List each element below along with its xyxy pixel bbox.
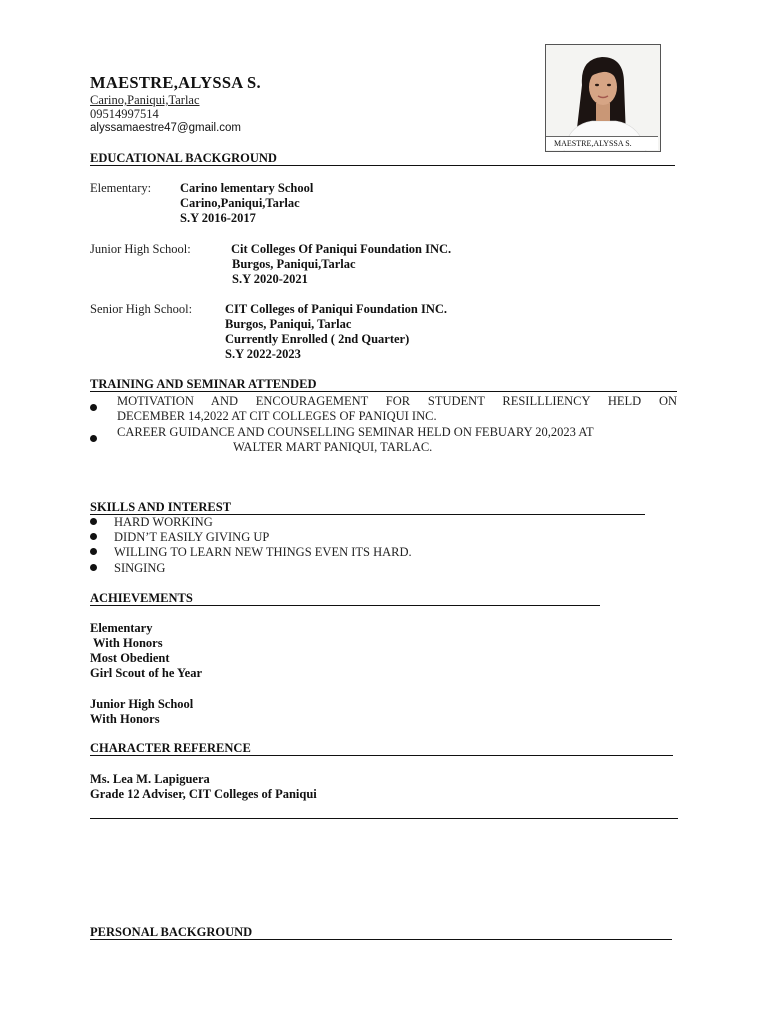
skill-item: WILLING TO LEARN NEW THINGS EVEN ITS HARD. xyxy=(90,545,412,560)
achievement-item: Most Obedient xyxy=(90,651,170,665)
photo-caption: MAESTRE,ALYSSA S. xyxy=(546,136,658,150)
skill-item: HARD WORKING xyxy=(90,515,213,530)
reference-end-divider xyxy=(90,818,678,819)
training-item-2-line1: CAREER GUIDANCE AND COUNSELLING SEMINAR HELD ON FEBUARY 20,2023 AT xyxy=(117,425,594,439)
applicant-email: alyssamaestre47@gmail.com xyxy=(90,122,242,134)
reference-name: Ms. Lea M. Lapiguera xyxy=(90,772,210,786)
skill-item: DIDN’T EASILY GIVING UP xyxy=(90,530,269,545)
bullet-icon xyxy=(90,564,97,571)
training-item-1-line1: MOTIVATION AND ENCOURAGEMENT FOR STUDENT RESILLLIENCY HELD ON xyxy=(117,394,677,408)
junior-high-label: Junior High School: xyxy=(90,242,191,256)
skill-item: SINGING xyxy=(90,561,165,576)
reference-heading: CHARACTER REFERENCE xyxy=(90,741,251,755)
senior-high-year: S.Y 2022-2023 xyxy=(225,347,301,361)
elementary-school: Carino lementary School xyxy=(180,181,314,195)
training-item-1-line2: DECEMBER 14,2022 AT CIT COLLEGES OF PANIQUI INC. xyxy=(117,409,437,423)
reference-position: Grade 12 Adviser, CIT Colleges of Paniqui xyxy=(90,787,317,801)
bullet-icon xyxy=(90,548,97,555)
personal-divider xyxy=(90,939,672,940)
bullet-icon xyxy=(90,435,97,442)
achievement-item: Girl Scout of he Year xyxy=(90,666,203,680)
elementary-location: Carino,Paniqui,Tarlac xyxy=(180,196,300,210)
applicant-name: MAESTRE,ALYSSA S. xyxy=(90,73,261,92)
bullet-icon xyxy=(90,404,97,411)
elementary-label: Elementary: xyxy=(90,181,152,195)
junior-high-school: Cit Colleges Of Paniqui Foundation INC. xyxy=(231,242,452,256)
achievements-divider xyxy=(90,605,600,606)
bullet-icon xyxy=(90,518,97,525)
applicant-phone: 09514997514 xyxy=(90,107,159,121)
reference-divider xyxy=(90,755,673,756)
education-heading: EDUCATIONAL BACKGROUND xyxy=(90,151,277,165)
training-item-bullet xyxy=(90,399,114,417)
elementary-year: S.Y 2016-2017 xyxy=(180,211,256,225)
senior-high-location: Burgos, Paniqui, Tarlac xyxy=(225,317,352,331)
achievement-group-title: Elementary xyxy=(90,621,153,635)
training-item-2-line2: WALTER MART PANIQUI, TARLAC. xyxy=(233,440,433,454)
training-heading: TRAINING AND SEMINAR ATTENDED xyxy=(90,377,317,391)
education-divider xyxy=(90,165,675,166)
training-item-bullet xyxy=(90,430,114,448)
applicant-address: Carino,Paniqui,Tarlac xyxy=(90,93,200,107)
achievement-item: With Honors xyxy=(93,636,163,650)
senior-high-school: CIT Colleges of Paniqui Foundation INC. xyxy=(225,302,448,316)
achievement-group-title: Junior High School xyxy=(90,697,194,711)
training-divider xyxy=(90,391,677,392)
personal-heading: PERSONAL BACKGROUND xyxy=(90,925,253,939)
achievements-heading: ACHIEVEMENTS xyxy=(90,591,193,605)
senior-high-label: Senior High School: xyxy=(90,302,193,316)
junior-high-year: S.Y 2020-2021 xyxy=(232,272,308,286)
junior-high-location: Burgos, Paniqui,Tarlac xyxy=(232,257,356,271)
skills-heading: SKILLS AND INTEREST xyxy=(90,500,232,514)
senior-high-status: Currently Enrolled ( 2nd Quarter) xyxy=(225,332,410,346)
achievement-item: With Honors xyxy=(90,712,160,726)
bullet-icon xyxy=(90,533,97,540)
